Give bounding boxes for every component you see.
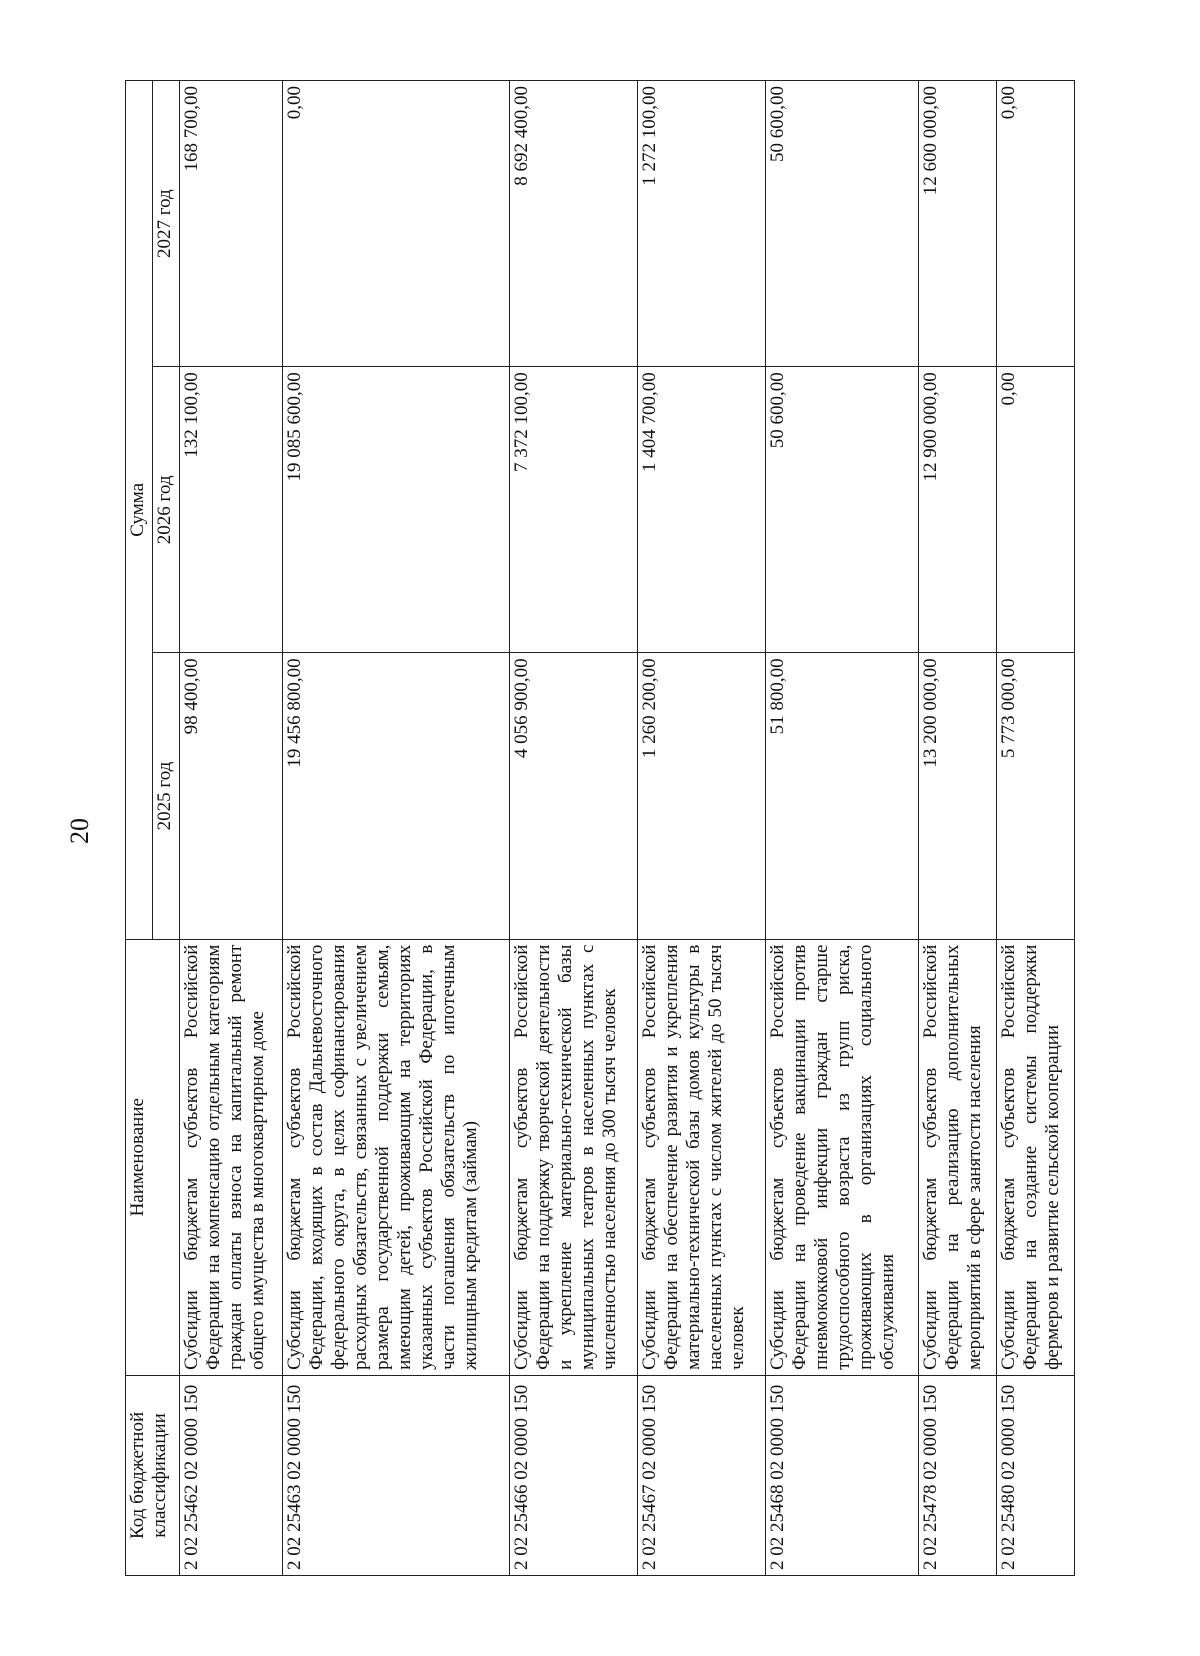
table-row [918,81,996,1576]
row-amount-2027: 50 600,00 [766,81,919,367]
header-year-2025: 2025 год [153,653,180,939]
row-name: Субсидии бюджетам субъектов Российской Федерации на поддержку творческой деятельности и укрепление материально-технической базы муниципальных театров в населенных пунктах с численностью населения до 300 тысяч человек [510,939,638,1375]
table-row [766,81,919,1576]
page-number: 20 [65,818,94,844]
table-row [638,81,766,1576]
row-amount-2027: 8 692 400,00 [510,81,638,367]
row-amount-2026: 7 372 100,00 [510,367,638,653]
row-amount-2027: 0,00 [996,81,1074,367]
budget-table-container [125,80,1075,1576]
row-amount-2025: 98 400,00 [180,653,283,939]
row-amount-2027: 0,00 [282,81,509,367]
header-year-2027: 2027 год [153,81,180,367]
row-amount-2026: 50 600,00 [766,367,919,653]
row-amount-2027: 168 700,00 [180,81,283,367]
header-year-2026: 2026 год [153,367,180,653]
row-name: Субсидии бюджетам субъектов Российской Федерации на создание системы поддержки фермеров и развитие сельской кооперации [996,939,1074,1375]
row-amount-2025: 1 260 200,00 [638,653,766,939]
row-amount-2026: 1 404 700,00 [638,367,766,653]
row-code: 2 02 25466 02 0000 150 [510,1375,638,1575]
row-code: 2 02 25478 02 0000 150 [918,1375,996,1575]
row-amount-2025: 5 773 000,00 [996,653,1074,939]
row-code: 2 02 25480 02 0000 150 [996,1375,1074,1575]
table-row [996,81,1074,1576]
row-amount-2027: 12 600 000,00 [918,81,996,367]
row-amount-2025: 51 800,00 [766,653,919,939]
row-amount-2025: 19 456 800,00 [282,653,509,939]
header-name: Наименование [126,939,180,1375]
table-row [180,81,283,1576]
row-name: Субсидии бюджетам субъектов Российской Федерации на реализацию дополнительных мероприятий в сфере занятости населения [918,939,996,1375]
row-code: 2 02 25463 02 0000 150 [282,1375,509,1575]
table-row [510,81,638,1576]
row-code: 2 02 25468 02 0000 150 [766,1375,919,1575]
row-amount-2026: 0,00 [996,367,1074,653]
budget-table [125,80,1075,1576]
row-amount-2025: 4 056 900,00 [510,653,638,939]
header-sum: Сумма [126,81,153,940]
row-name: Субсидии бюджетам субъектов Российской Федерации на компенсацию отдельным категориям граждан оплаты взноса на капитальный ремонт общего имущества в многоквартирном доме [180,939,283,1375]
row-code: 2 02 25467 02 0000 150 [638,1375,766,1575]
row-amount-2025: 13 200 000,00 [918,653,996,939]
table-row [282,81,509,1576]
row-amount-2026: 19 085 600,00 [282,367,509,653]
row-amount-2026: 12 900 000,00 [918,367,996,653]
row-name: Субсидии бюджетам субъектов Российской Федерации на проведение вакцинации против пневмококковой инфекции граждан старше трудоспособного возраста из групп риска, проживающих в организациях социального обслуживания [766,939,919,1375]
row-name: Субсидии бюджетам субъектов Российской Федерации, входящих в состав Дальневосточного федерального округа, в целях софинансирования расходных обязательств, связанных с увеличением размера государственной поддержки семьям, имеющим детей, проживающим на территориях указанных субъектов Российской Федерации, в части погашения обязательств по ипотечным жилищным кредитам (займам) [282,939,509,1375]
row-amount-2027: 1 272 100,00 [638,81,766,367]
row-code: 2 02 25462 02 0000 150 [180,1375,283,1575]
header-code: Код бюджетной классификации [126,1375,180,1575]
row-amount-2026: 132 100,00 [180,367,283,653]
row-name: Субсидии бюджетам субъектов Российской Федерации на обеспечение развития и укрепления материально-технической базы домов культуры в населенных пунктах с числом жителей до 50 тысяч человек [638,939,766,1375]
